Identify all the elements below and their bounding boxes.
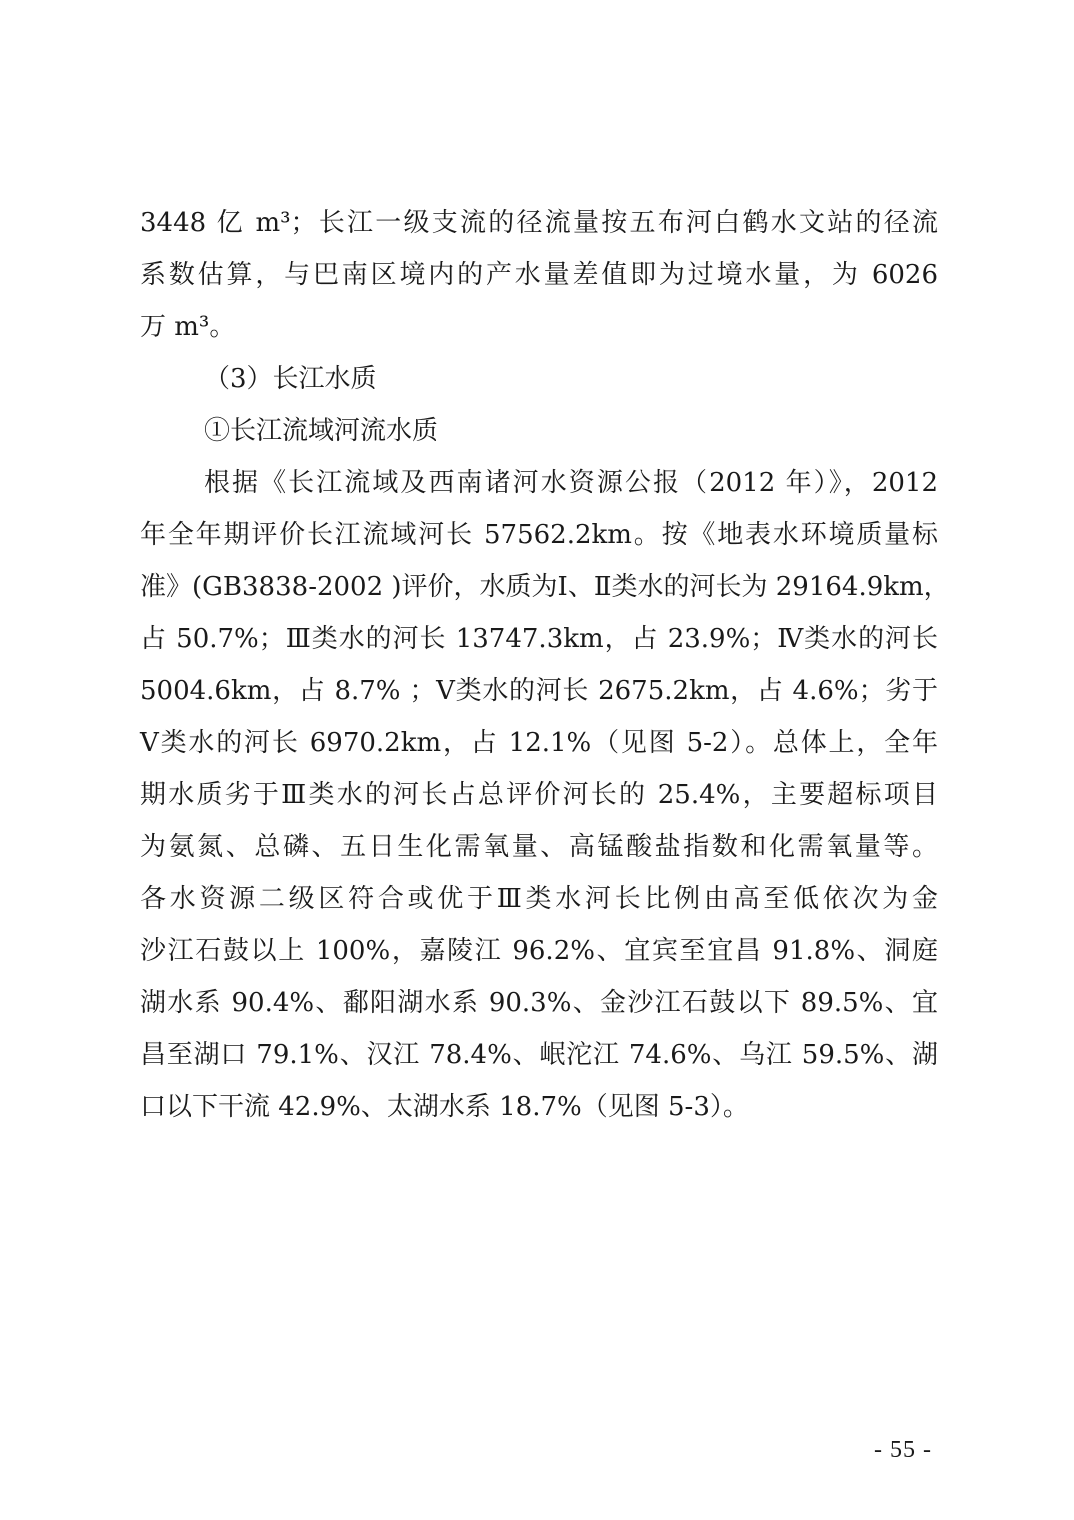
main-paragraph-line: 占 50.7%；Ⅲ类水的河长 13747.3km，占 23.9%；Ⅳ类水的河长 <box>140 624 938 654</box>
subsection-heading: ①长江流域河流水质 <box>204 416 439 446</box>
intro-line-2: 系数估算，与巴南区境内的产水量差值即为过境水量，为 6026 <box>140 260 938 290</box>
main-paragraph-line: 沙江石鼓以上 100%，嘉陵江 96.2%、宜宾至宜昌 91.8%、洞庭 <box>140 936 938 966</box>
intro-line-3: 万 m³。 <box>140 312 236 342</box>
main-paragraph-line: 为氨氮、总磷、五日生化需氧量、高锰酸盐指数和化需氧量等。 <box>140 832 938 862</box>
main-paragraph-line: 昌至湖口 79.1%、汉江 78.4%、岷沱江 74.6%、乌江 59.5%、湖 <box>140 1040 938 1070</box>
main-paragraph-line: 根据《长江流域及西南诸河水资源公报（2012 年）》，2012 <box>204 468 938 498</box>
main-paragraph-line: 5004.6km，占 8.7% ；Ⅴ类水的河长 2675.2km，占 4.6%；劣于 <box>140 676 938 706</box>
main-paragraph-line: 口以下干流 42.9%、太湖水系 18.7%（见图 5-3）。 <box>140 1092 749 1122</box>
main-paragraph-line: 各水资源二级区符合或优于Ⅲ类水河长比例由高至低依次为金 <box>140 884 938 914</box>
section-heading: （3）长江水质 <box>204 364 377 394</box>
main-paragraph-line: Ⅴ类水的河长 6970.2km，占 12.1%（见图 5-2）。总体上，全年 <box>140 728 938 758</box>
main-paragraph-line: 湖水系 90.4%、鄱阳湖水系 90.3%、金沙江石鼓以下 89.5%、宜 <box>140 988 938 1018</box>
body-text <box>140 197 950 1133</box>
intro-line-1: 3448 亿 m³；长江一级支流的径流量按五布河白鹤水文站的径流 <box>140 208 938 238</box>
page-number: - 55 - <box>874 1437 932 1463</box>
main-paragraph-line: 期水质劣于Ⅲ类水的河长占总评价河长的 25.4%，主要超标项目 <box>140 780 938 810</box>
main-paragraph-line: 准》(GB3838-2002 )评价，水质为Ⅰ、Ⅱ类水的河长为 29164.9km， <box>140 572 950 602</box>
main-paragraph-line: 年全年期评价长江流域河长 57562.2km。按《地表水环境质量标 <box>140 520 938 550</box>
